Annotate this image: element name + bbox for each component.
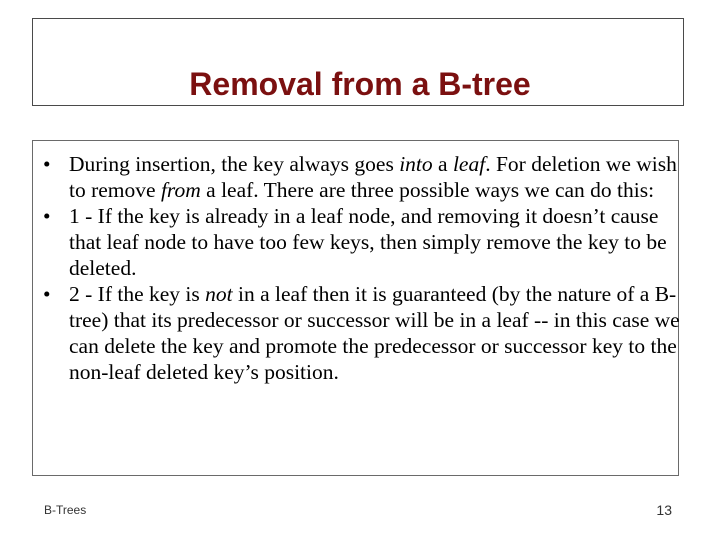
bullet-text: a bbox=[432, 152, 453, 176]
bullet-text: 1 - If the key is already in a leaf node, and removing it doesn’t cause that leaf node to have too few keys, then simply remove the key to be deleted. bbox=[69, 204, 667, 280]
bullet-item bbox=[40, 151, 680, 203]
slide-title: Removal from a B-tree bbox=[189, 66, 531, 102]
bullet-text: . For deletion we wish to remove bbox=[69, 152, 677, 202]
emphasis-text: not bbox=[205, 282, 233, 306]
bullet-item bbox=[40, 203, 680, 281]
bullet-list bbox=[40, 151, 680, 385]
page-number: 13 bbox=[656, 502, 672, 518]
emphasis-text: leaf bbox=[452, 152, 486, 176]
bullet-text: a leaf. There are three possible ways we can do this: bbox=[200, 178, 655, 202]
bullet-marker: • bbox=[43, 282, 51, 306]
footer-label: B-Trees bbox=[44, 503, 87, 517]
emphasis-text: into bbox=[399, 152, 433, 176]
bullet-marker: • bbox=[43, 152, 51, 176]
bullet-text: in a leaf then it is guaranteed (by the nature of a B-tree) that its predecessor or successor will be in a leaf -- in this case we can delete the key and promote the predecessor or successor key to the non-leaf deleted key’s position. bbox=[69, 282, 680, 384]
emphasis-text: from bbox=[160, 178, 201, 202]
bullet-item bbox=[40, 281, 680, 385]
bullet-marker: • bbox=[43, 204, 51, 228]
bullet-text: During insertion, the key always goes bbox=[69, 152, 400, 176]
bullet-text: 2 - If the key is bbox=[69, 282, 206, 306]
